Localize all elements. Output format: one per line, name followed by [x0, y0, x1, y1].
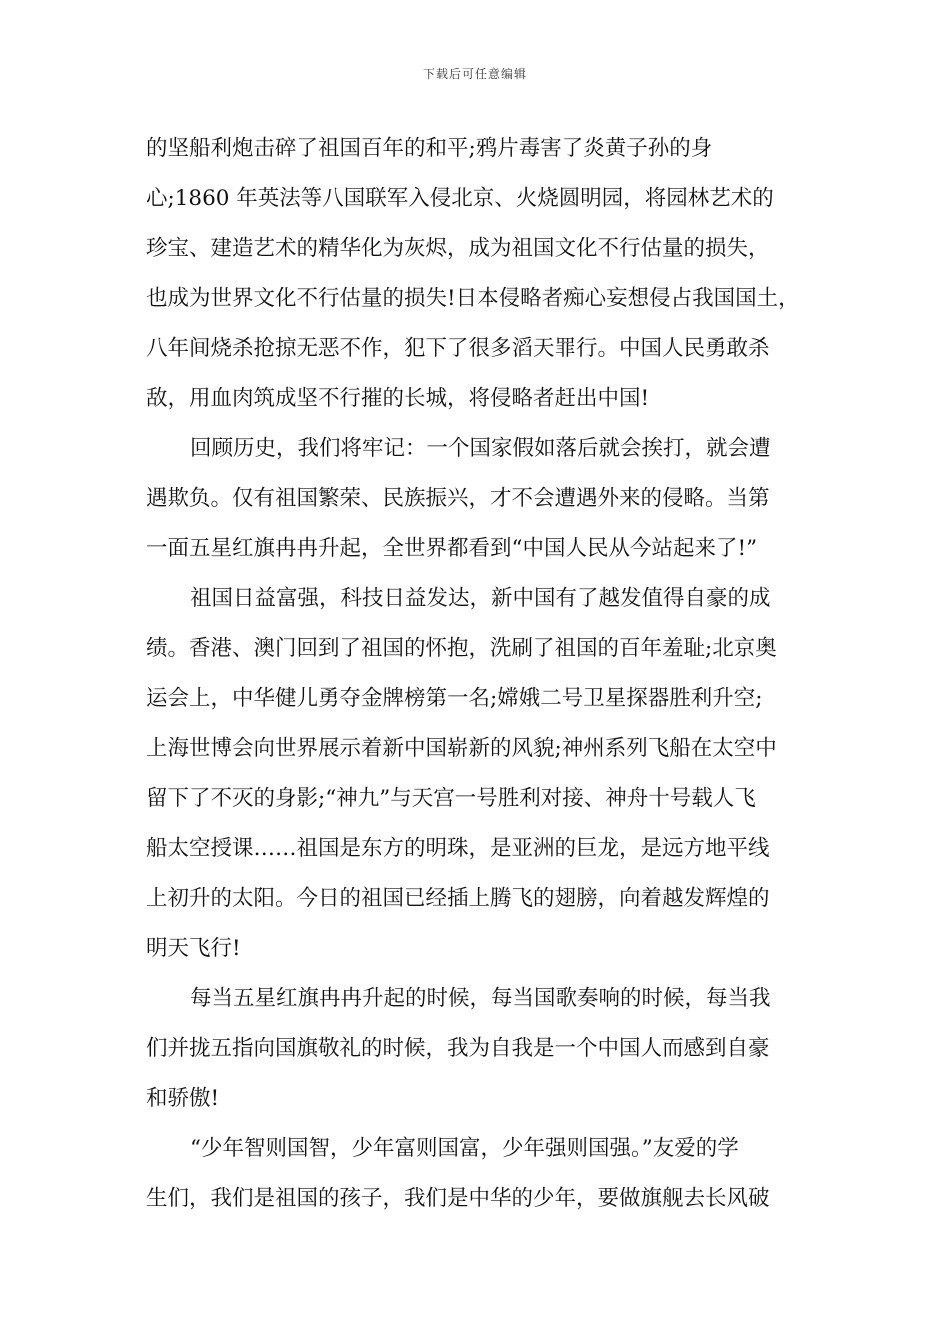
- page-header: 下载后可任意编辑: [422, 67, 527, 81]
- text-line: “少年智则国智，少年富则国富，少年强则国强。”友爱的学: [190, 1136, 739, 1161]
- text-line: 珍宝、建造艺术的精华化为灰烬，成为祖国文化不行估量的损失，: [146, 236, 770, 261]
- text-line: 明天飞行!: [146, 936, 241, 961]
- text-line: 遇欺负。仅有祖国繁荣、民族振兴，才不会遭遇外来的侵略。当第: [146, 486, 770, 511]
- text-line: 绩。香港、澳门回到了祖国的怀抱，洗刷了祖国的百年羞耻;北京奥: [146, 636, 777, 661]
- text-line: 留下了不灭的身影;“神九”与天宫一号胜利对接、神舟十号载人飞: [146, 786, 756, 811]
- text-line: 一面五星红旗冉冉升起，全世界都看到“中国人民从今站起来了!”: [146, 536, 758, 561]
- text-line: 也成为世界文化不行估量的损失!日本侵略者痴心妄想侵占我国国土，: [146, 286, 800, 311]
- text-line: 回顾历史，我们将牢记：一个国家假如落后就会挨打，就会遭: [190, 436, 771, 461]
- text-line: 敌，用血肉筑成坚不行摧的长城，将侵略者赶出中国!: [146, 386, 650, 411]
- text-line: 八年间烧杀抢掠无恶不作，犯下了很多滔天罪行。中国人民勇敢杀: [146, 336, 770, 361]
- text-line: 运会上，中华健儿勇夺金牌榜第一名;嫦娥二号卫星探器胜利升空;: [146, 686, 763, 711]
- text-line: 生们，我们是祖国的孩子，我们是中华的少年，要做旗舰去长风破: [146, 1186, 770, 1211]
- text-line: 上海世博会向世界展示着新中国崭新的风貌;神州系列飞船在太空中: [146, 736, 777, 761]
- text-line: 心;1860 年英法等八国联军入侵北京、火烧圆明园，将园林艺术的: [146, 186, 774, 211]
- document-body: [146, 124, 836, 1224]
- text-line: 上初升的太阳。今日的祖国已经插上腾飞的翅膀，向着越发辉煌的: [146, 886, 770, 911]
- text-line: 祖国日益富强，科技日益发达，新中国有了越发值得自豪的成: [190, 586, 771, 611]
- text-line: 和骄傲!: [146, 1086, 220, 1111]
- text-line: 的坚船利炮击碎了祖国百年的和平;鸦片毒害了炎黄子孙的身: [146, 136, 713, 161]
- text-line: 们并拢五指向国旗敬礼的时候，我为自我是一个中国人而感到自豪: [146, 1036, 770, 1061]
- text-line: 每当五星红旗冉冉升起的时候，每当国歌奏响的时候，每当我: [190, 986, 771, 1011]
- text-line: 船太空授课……祖国是东方的明珠，是亚洲的巨龙，是远方地平线: [146, 836, 770, 861]
